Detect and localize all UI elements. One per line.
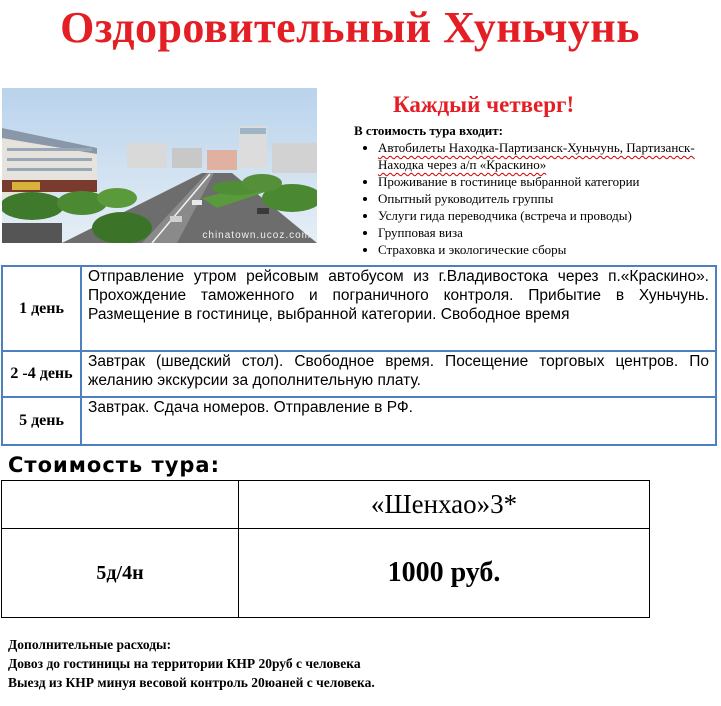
table-row — [2, 266, 716, 351]
day-label: 5 день — [2, 397, 81, 445]
extra-cost-line: Довоз до гостиницы на территории КНР 20руб с человека — [8, 656, 361, 671]
tour-price: 1000 руб. — [239, 529, 650, 618]
photo-watermark: chinatown.ucoz.com — [202, 230, 311, 241]
included-heading: В стоимость тура входит: — [354, 123, 503, 138]
tour-duration: 5д/4н — [2, 529, 239, 618]
price-table — [1, 480, 650, 618]
itinerary-table — [1, 265, 717, 446]
city-street-image — [2, 88, 317, 243]
table-row — [2, 351, 716, 397]
empty-cell — [2, 481, 239, 529]
day-description: Завтрак. Сдача номеров. Отправление в РФ. — [81, 397, 716, 445]
city-photo — [2, 88, 317, 243]
table-row — [2, 529, 650, 618]
included-item: • Страховка и экологические сборы — [378, 241, 719, 258]
extra-cost-line: Выезд из КНР минуя весовой контроль 20юаней с человека. — [8, 675, 375, 690]
table-row — [2, 397, 716, 445]
included-item: • Групповая виза — [378, 224, 719, 241]
day-label: 1 день — [2, 266, 81, 351]
promo-label: Каждый четверг! — [393, 92, 575, 117]
included-item: • Автобилеты Находка-Партизанск-Хуньчунь, Партизанск-Находка через а/п «Краскино» — [378, 139, 719, 173]
hotel-name: «Шенхао»3* — [239, 481, 650, 529]
included-list — [354, 122, 719, 258]
page-title: Оздоровительный Хуньчунь — [60, 3, 640, 52]
day-description: Завтрак (шведский стол). Свободное время. Посещение торговых центров. По желанию экскурсии за дополнительную плату. — [81, 351, 716, 397]
cost-heading: Стоимость тура: — [8, 453, 220, 477]
included-item: • Услуги гида переводчика (встреча и проводы) — [378, 207, 719, 224]
included-item: • Опытный руководитель группы — [378, 190, 719, 207]
included-item: • Проживание в гостинице выбранной категории — [378, 173, 719, 190]
day-label: 2 -4 день — [2, 351, 81, 397]
extra-costs-heading: Дополнительные расходы: — [8, 637, 172, 652]
day-description: Отправление утром рейсовым автобусом из г.Владивостока через п.«Краскино». Прохождение таможенного и пограничного контроля. Прибытие в Хуньчунь. Размещение в гостинице, выбранной категории. Свободное время — [81, 266, 716, 351]
table-row — [2, 481, 650, 529]
extra-costs — [8, 635, 375, 692]
